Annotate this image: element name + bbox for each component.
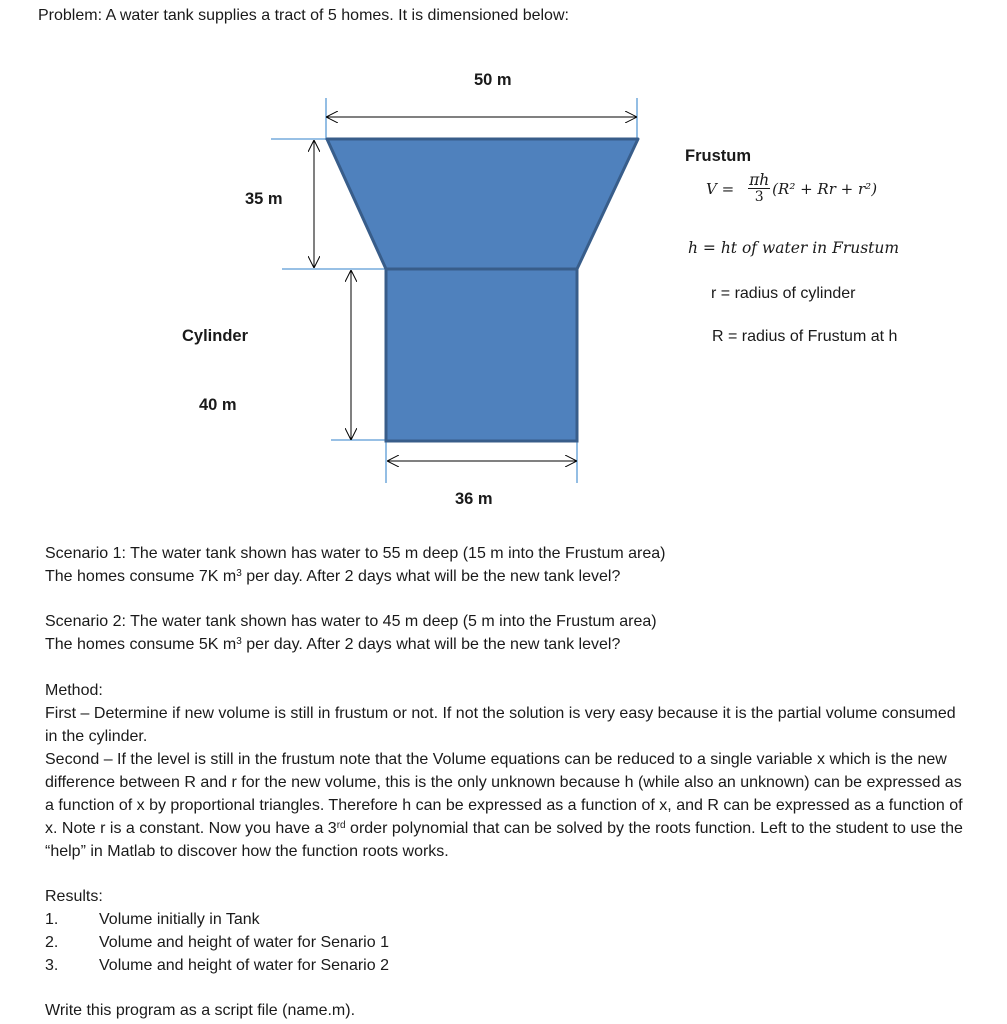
scenario-1	[45, 542, 965, 588]
method-second-superscript: rd	[336, 820, 346, 831]
result-text: Volume and height of water for Senario 2	[99, 957, 389, 974]
footer-note: Write this program as a script file (name.m).	[45, 1002, 356, 1019]
h-definition: h = ht of water in Frustum	[688, 239, 900, 257]
result-text: Volume and height of water for Senario 1	[99, 934, 389, 951]
method-heading: Method:	[45, 682, 103, 699]
top-width-label: 50 m	[474, 71, 512, 89]
frustum-height-label: 35 m	[245, 190, 283, 208]
problem-statement: Problem: A water tank supplies a tract of 5 homes. It is dimensioned below:	[38, 7, 569, 24]
result-number: 3.	[45, 957, 59, 974]
results-section	[45, 885, 389, 977]
scenario-2-superscript: 3	[236, 636, 242, 647]
bottom-width-label: 36 m	[455, 490, 493, 508]
scenario-2-line-1: Scenario 2: The water tank shown has water to 45 m deep (5 m into the Frustum area)	[45, 613, 657, 630]
r-definition: r = radius of cylinder	[711, 285, 856, 302]
frustum-shape	[327, 139, 638, 269]
scenario-1-text-b: per day. After 2 days what will be the new tank level?	[241, 568, 621, 585]
method-section	[45, 679, 963, 863]
method-first: First – Determine if new volume is still in frustum or not. If not the solution is very easy because it is the partial volume consumed in the cylinder.	[45, 705, 956, 745]
formula-fraction	[748, 172, 770, 205]
scenario-2-text-a: The homes consume 5K m	[45, 636, 237, 653]
cylinder-label: Cylinder	[182, 327, 249, 345]
formula-rhs: (R² + Rr + r²)	[772, 179, 878, 198]
formula-lhs: V =	[706, 179, 735, 198]
scenario-1-line-2	[45, 565, 965, 588]
frustum-title: Frustum	[685, 147, 751, 165]
formula-numerator: πh	[749, 171, 770, 189]
result-item	[45, 931, 389, 954]
result-item	[45, 954, 389, 977]
formula-denominator: 3	[754, 189, 764, 205]
result-number: 2.	[45, 934, 59, 951]
result-text: Volume initially in Tank	[99, 911, 260, 928]
method-second	[45, 748, 963, 863]
scenario-1-text-a: The homes consume 7K m	[45, 568, 237, 585]
results-heading: Results:	[45, 888, 103, 905]
cylinder-height-label: 40 m	[199, 396, 237, 414]
volume-formula	[706, 172, 877, 205]
scenario-2-line-2	[45, 633, 965, 656]
scenario-2	[45, 610, 965, 656]
scenario-1-superscript: 3	[236, 568, 242, 579]
result-item	[45, 908, 389, 931]
method-second-text-a: Second – If the level is still in the frustum note that the Volume equations can be reduced to a single variable x which is the new difference between R and r for the new volume, this is the only unknown because h (while also an unknown) can be expressed as a function of x by proportional triangles. Therefore h can be expressed as a function of x, and R can be expressed as a function of x. Note r is a constant. Now you have a 3	[45, 751, 963, 837]
result-number: 1.	[45, 911, 59, 928]
R-definition: R = radius of Frustum at h	[712, 328, 898, 345]
scenario-1-line-1: Scenario 1: The water tank shown has water to 55 m deep (15 m into the Frustum area)	[45, 545, 666, 562]
cylinder-shape	[386, 269, 577, 441]
scenario-2-text-b: per day. After 2 days what will be the new tank level?	[241, 636, 621, 653]
method-second-text-b: order polynomial that can be solved by the roots function. Left to the student to use the “help” in Matlab to discover how the function roots works.	[45, 820, 963, 860]
